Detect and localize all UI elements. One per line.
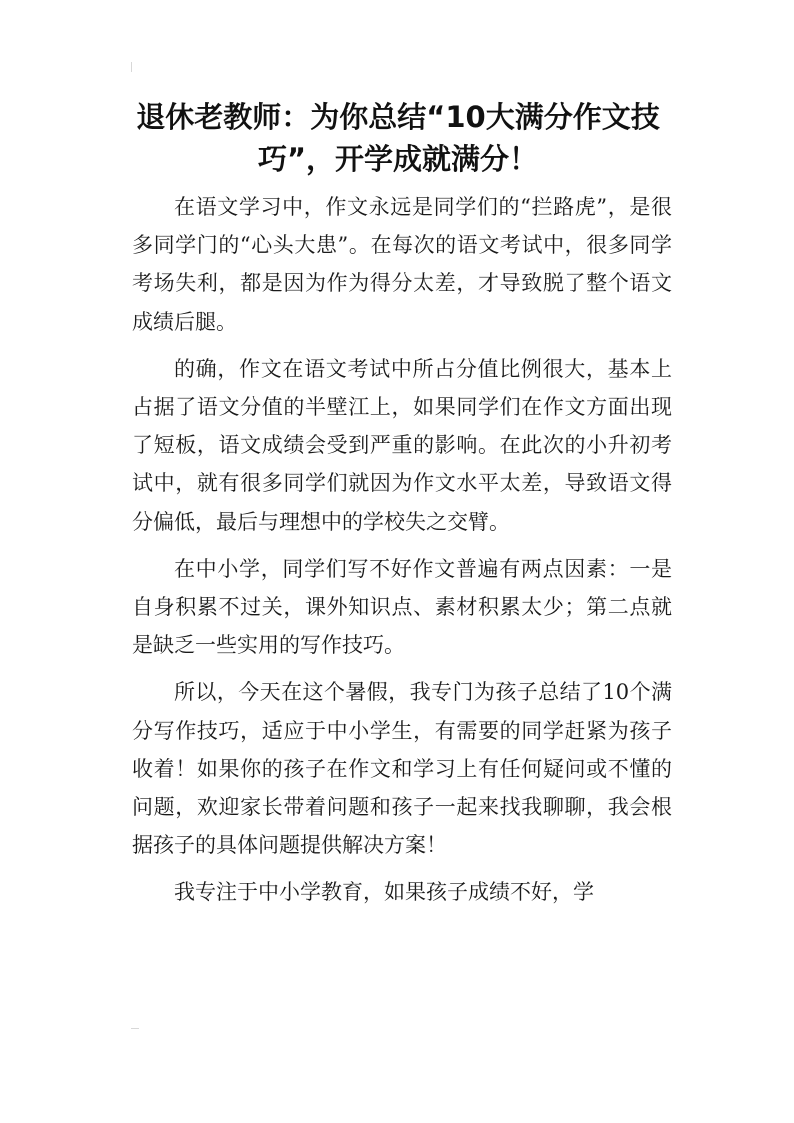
paragraph: 在中小学，同学们写不好作文普遍有两点因素：一是自身积累不过关，课外知识点、素材积累太少；第二点就是缺乏一些实用的写作技巧。: [132, 556, 672, 658]
paragraph: 所以，今天在这个暑假，我专门为孩子总结了10个满分写作技巧，适应于中小学生，有需要的同学赶紧为孩子收着！如果你的孩子在作文和学习上有任何疑问或不懂的问题，欢迎家长带着问题和孩子一起来找我聊聊，我会根据孩子的具体问题提供解决方案！: [132, 680, 672, 858]
paragraph: 的确，作文在语文考试中所占分值比例很大，基本上占据了语文分值的半壁江上，如果同学们在作文方面出现了短板，语文成绩会受到严重的影响。在此次的小升初考试中，就有很多同学们就因为作文水平太差，导致语文得分偏低，最后与理想中的学校失之交臂。: [132, 356, 672, 534]
page-corner-mark-top: [131, 62, 138, 72]
article-title: 退休老教师：为你总结“10大满分作文技巧”，开学成就满分！: [136, 100, 660, 176]
page-corner-mark-bottom: [131, 1028, 139, 1035]
paragraph: 在语文学习中，作文永远是同学们的“拦路虎”，是很多同学门的“心头大患”。在每次的语文考试中，很多同学考场失利，都是因为作为得分太差，才导致脱了整个语文成绩后腿。: [132, 195, 672, 334]
paragraph: 我专注于中小学教育，如果孩子成绩不好，学: [174, 880, 594, 905]
article-body: [132, 188, 672, 921]
